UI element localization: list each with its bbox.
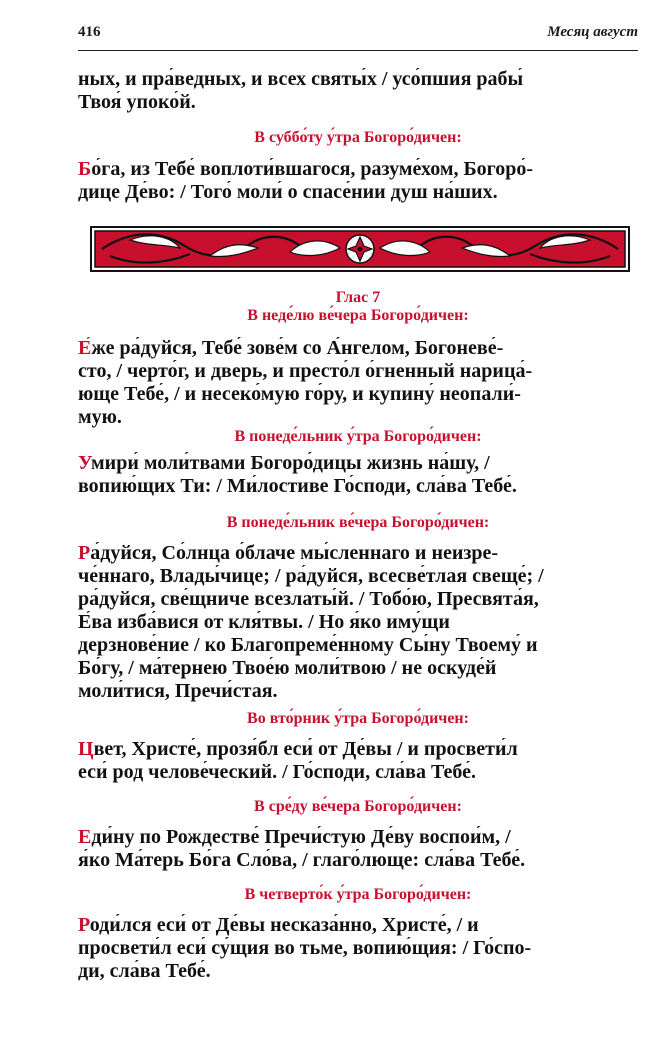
text-line: ных, и пра́ведных, и всех святы́х / усо́пшия рабы́ — [78, 68, 524, 90]
running-title: Месяц август — [547, 24, 638, 40]
page-number: 416 — [78, 24, 101, 40]
text-line: дерзнове́ние / ко Благопреме́нному Сы́ну Твоему́ и — [78, 634, 538, 656]
text-line: че́ннаго, Влады́чице; / ра́дуйся, всесве́тлая свеще́; / — [78, 565, 544, 587]
page-header — [78, 20, 638, 51]
rubric-saturday-morning: В суббо́ту у́тра Богоро́дичен: — [254, 129, 462, 146]
text-line: я́ко Ма́терь Бо́га Сло́ва, / глаго́люще: сла́ва Тебе́. — [78, 849, 526, 871]
decorative-ornament-band — [90, 226, 630, 272]
paragraph-sunday-evening — [78, 337, 638, 429]
drop-cap: Б — [78, 158, 92, 180]
text-line: Твоя́ упоко́й. — [78, 91, 196, 113]
text-line: еси́ род челове́ческий. / Го́споди, сла́ва Тебе́. — [78, 761, 477, 783]
drop-cap: Е́ — [78, 337, 92, 359]
text-line: сто, / черто́г, и дверь, и престо́л о́гненный нарица́- — [78, 360, 533, 382]
text-line — [78, 914, 638, 937]
text-line — [78, 158, 638, 181]
text-line: Е́ва изба́вися от кля́твы. / Но я́ко иму́щи — [78, 611, 450, 633]
text-line: Бо́гу, / ма́тернею Твое́ю моли́твою / не оскуде́й — [78, 657, 497, 679]
paragraph-thursday-morning — [78, 914, 638, 983]
rubric-sunday-evening: В неде́лю ве́чера Богоро́дичен: — [247, 307, 469, 324]
text-line — [78, 738, 638, 761]
paragraph-saturday-morning — [78, 158, 638, 204]
rubric-monday-evening: В понеде́льник ве́чера Богоро́дичен: — [226, 514, 490, 531]
paragraph-monday-evening — [78, 542, 638, 703]
rubric-tuesday-morning: Во вто́рник у́тра Богоро́дичен: — [247, 710, 469, 727]
text-line: мую. — [78, 406, 122, 428]
drop-cap: Р — [78, 914, 90, 936]
line-text: а́дуйся, Со́лнца о́блаче мы́сленнаго и неизре- — [90, 542, 499, 564]
text-line: моли́тися, Пречи́стая. — [78, 680, 278, 702]
drop-cap: Е — [78, 826, 92, 848]
line-text: мири́ моли́твами Богоро́дицы жизнь на́шу, / — [91, 452, 490, 474]
text-line: вопию́щих Ти: / Ми́лостиве Го́споди, сла́ва Тебе́. — [78, 475, 517, 497]
line-text: вет, Христе́, прозя́бл еси́ от Де́вы / и просвети́л — [93, 738, 518, 760]
line-text: о́га, из Тебе́ воплоти́вшагося, разуме́хом, Богоро́- — [91, 158, 534, 180]
rubric-thursday-morning: В четверто́к у́тра Богоро́дичен: — [244, 886, 472, 903]
ornament-center-flower — [346, 235, 374, 263]
text-line: ра́дуйся, све́щниче всезлаты́й. / Тобо́ю, Пресвята́я, — [78, 588, 539, 610]
text-line — [78, 542, 638, 565]
text-line — [78, 826, 638, 849]
text-line — [78, 452, 638, 475]
rubric-wednesday-evening: В сре́ду ве́чера Богоро́дичен: — [254, 798, 462, 815]
drop-cap: Ц — [78, 738, 94, 760]
paragraph-wednesday-evening — [78, 826, 638, 872]
line-text: оди́лся еси́ от Де́вы несказа́нно, Христе́, / и — [89, 914, 479, 936]
drop-cap: Р — [78, 542, 91, 564]
glas-title: Глас 7 — [335, 289, 381, 306]
line-text: ди́ну по Рождестве́ Пречи́стую Де́ву воспои́м, / — [91, 826, 511, 848]
text-line: ди, сла́ва Тебе́. — [78, 960, 211, 982]
text-line: дице Де́во: / Того́ моли́ о спасе́нии душ на́ших. — [78, 181, 498, 203]
paragraph-tuesday-morning — [78, 738, 638, 784]
text-line — [78, 337, 638, 360]
drop-cap: У — [78, 452, 92, 474]
continued-paragraph — [78, 68, 638, 114]
rubric-monday-morning: В понеде́льник у́тра Богоро́дичен: — [234, 428, 482, 445]
paragraph-monday-morning — [78, 452, 638, 498]
line-text: же ра́дуйся, Тебе́ зове́м со А́нгелом, Богоневе́- — [91, 337, 504, 359]
text-line: просвети́л еси́ су́щия во тьме, вопию́щия: / Го́спо- — [78, 937, 532, 959]
text-line: юще Тебе́, / и несеко́мую го́ру, и купину́ неопали́- — [78, 383, 521, 405]
